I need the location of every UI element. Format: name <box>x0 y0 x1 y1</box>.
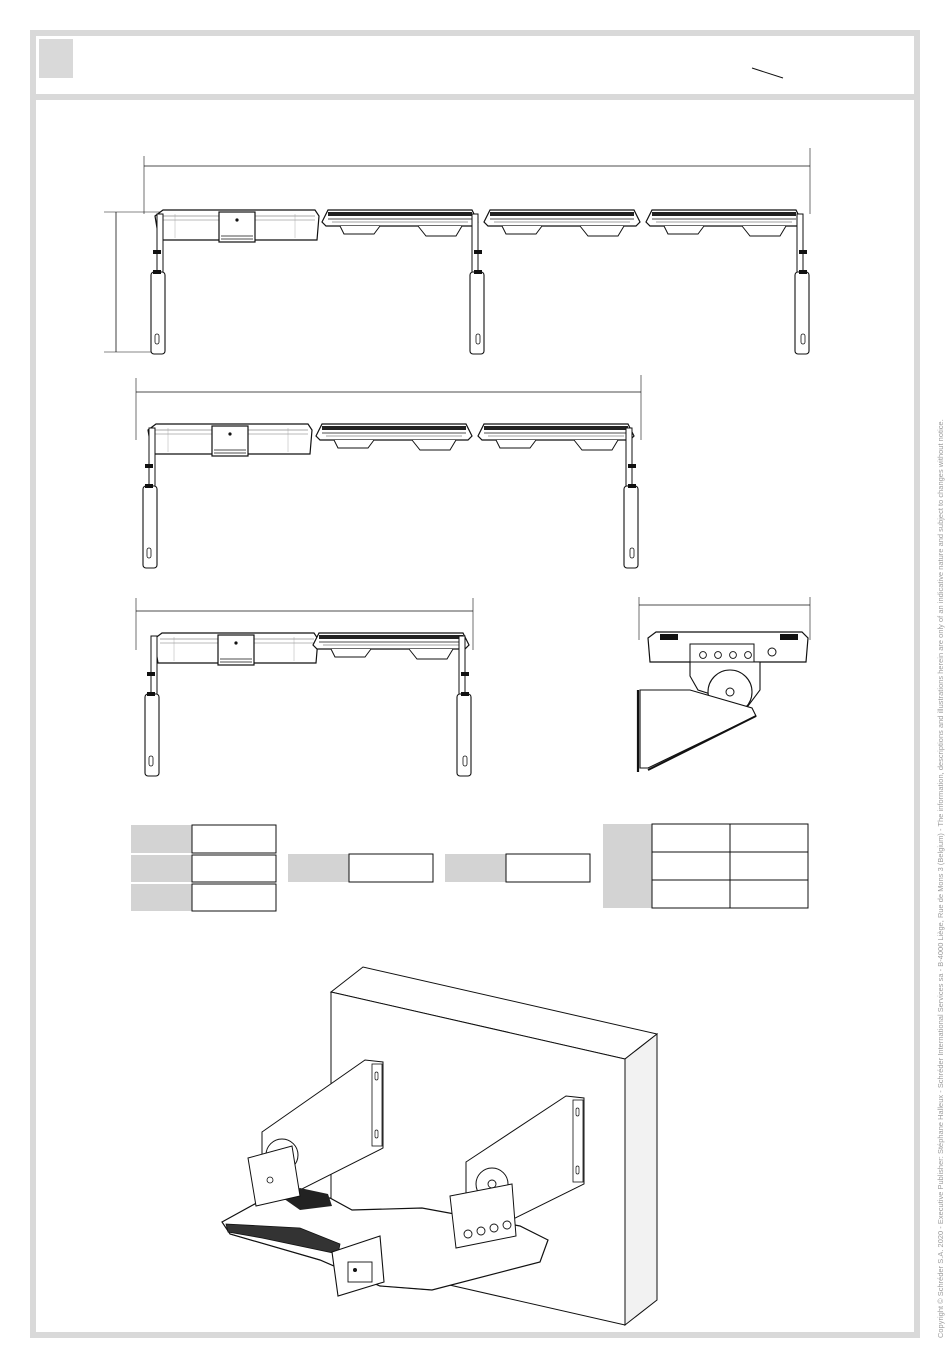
view-side <box>638 597 810 772</box>
view-two-modules <box>136 598 473 776</box>
isometric-installation <box>222 967 657 1325</box>
table-middle-b <box>445 854 590 882</box>
table-right <box>603 824 808 908</box>
table-left <box>131 825 276 911</box>
view-three-modules <box>136 375 641 568</box>
view-four-modules <box>104 148 810 354</box>
table-middle-a <box>288 854 433 882</box>
copyright-notice: Copyright © Schréder S.A. 2020 - Executive Publisher: Stéphane Halleux - Schréder International Services sa - B-4000 Liège, Rue de Mons 3 (Belgium) - The information, descriptions and illustrations herein are only of an indicative nature and subject to changes without notice. <box>936 419 945 1338</box>
header-mark <box>752 68 783 78</box>
